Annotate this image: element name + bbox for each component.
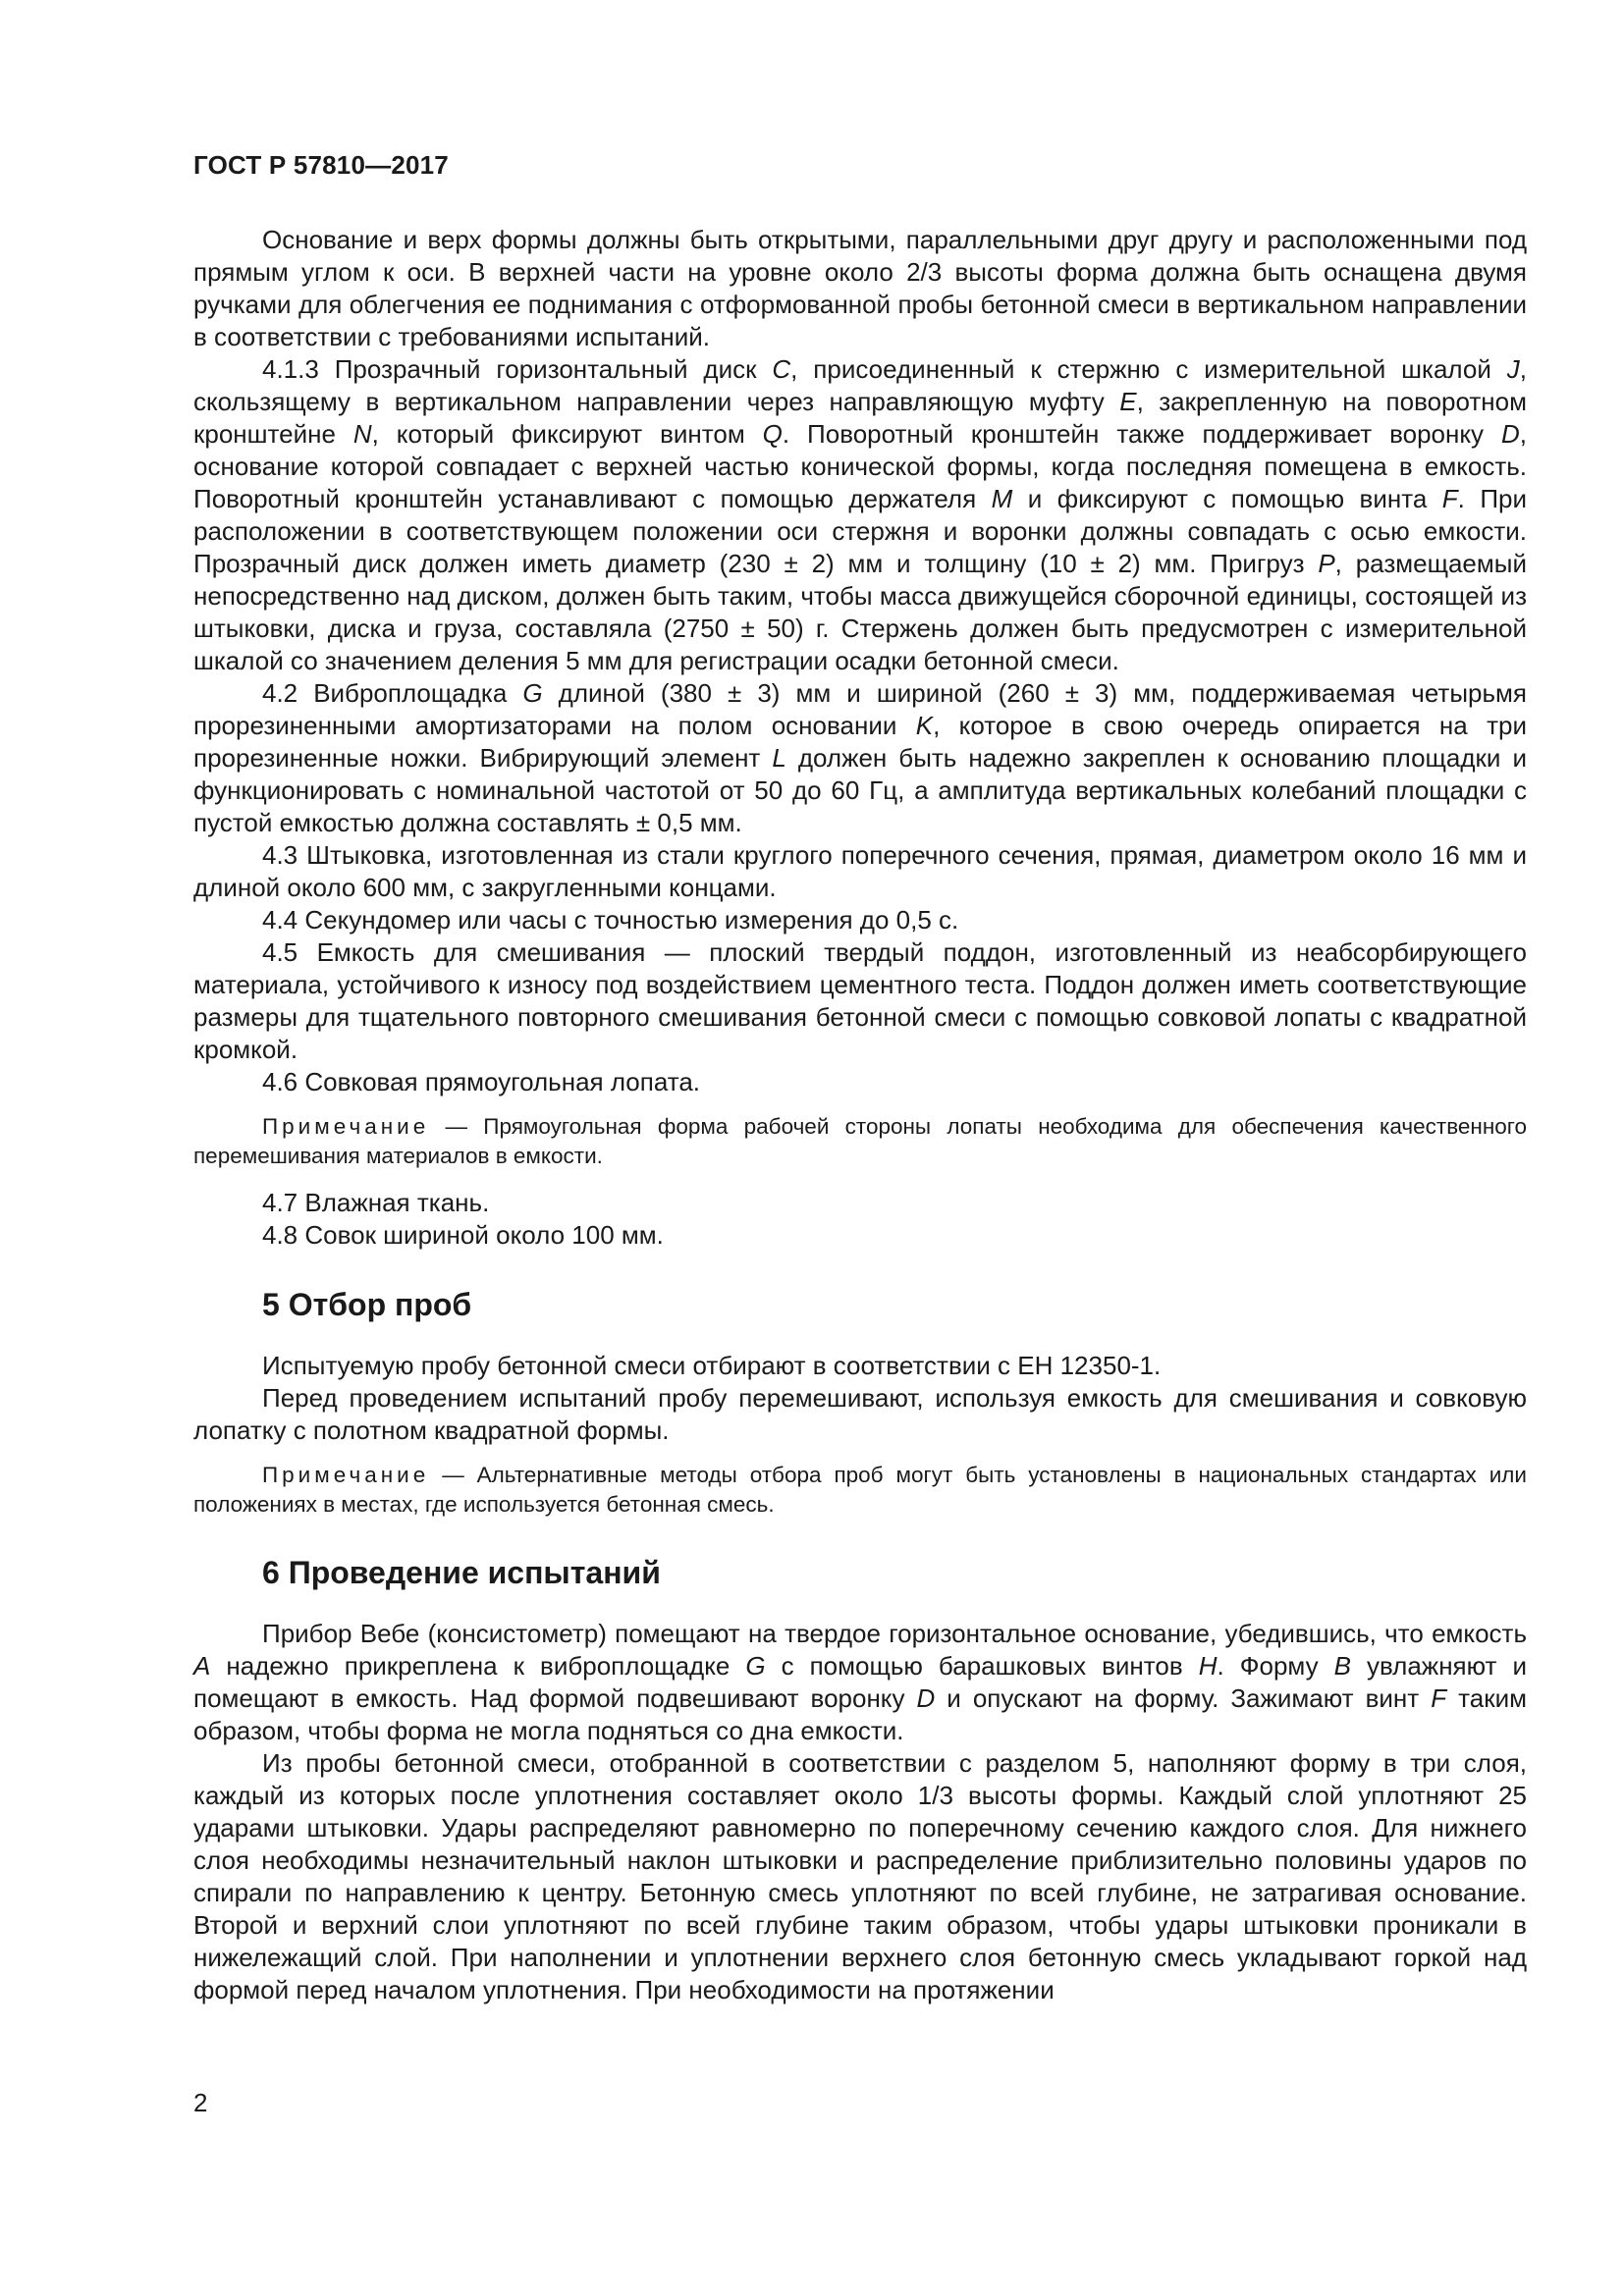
paragraph-4-2: 4.2 Виброплощадка G длиной (380 ± 3) мм и шириной (260 ± 3) мм, поддерживаемая четырьмя прорезиненными амортизаторами на полом основании K, которое в свою очередь опирается на три прорезиненные ножки. Вибрирующий элемент L должен быть надежно закреплен к основанию площадки и функционировать с номинальной частотой от 50 до 60 Гц, а амплитуда вертикальных колебаний площадки с пустой емкостью должна составлять ± 0,5 мм. xyxy=(193,678,1527,837)
paragraph-6-filling: Из пробы бетонной смеси, отобранной в соответствии с разделом 5, наполняют форму в три слоя, каждый из которых после уплотнения составляет около 1/3 высоты формы. Каждый слой уплотняют 25 ударами штыковки. Удары распределяют равномерно по поперечному сечению каждого слоя. Для нижнего слоя необходимы незначительный наклон штыковки и распределение приблизительно половины ударов по спирали по направлению к центру. Бетонную смесь уплотняют по всей глубине, не затрагивая основание. Второй и верхний слои уплотняют по всей глубине таким образом, чтобы удары штыковки проникали в нижележащий слой. При наполнении и уплотнении верхнего слоя бетонную смесь укладывают горкой над формой перед началом уплотнения. При необходимости на протяжении xyxy=(193,1748,1527,2004)
paragraph-5-mixing: Перед проведением испытаний пробу перемешивают, используя емкость для смешивания и совковую лопатку с полотном квадратной формы. xyxy=(193,1383,1527,1445)
paragraph-5-sampling: Испытуемую пробу бетонной смеси отбирают в соответствии с ЕН 12350-1. xyxy=(262,1351,1162,1380)
paragraph-6-setup: Прибор Вебе (консистометр) помещают на твердое горизонтальное основание, убедившись, что емкость A надежно прикреплена к виброплощадке G с помощью барашковых винтов H. Форму B увлажняют и помещают в емкость. Над формой подвешивают воронку D и опускают на форму. Зажимают винт F таким образом, чтобы форма не могла подняться со дна емкости. xyxy=(193,1619,1527,1745)
paragraph-form-base: Основание и верх формы должны быть открытыми, параллельными друг другу и расположенными под прямым углом к оси. В верхней части на уровне около 2/3 высоты форма должна быть оснащена двумя ручками для облегчения ее поднимания с отформованной пробы бетонной смеси в вертикальном направлении в соответствии с требованиями испытаний. xyxy=(193,225,1527,351)
page-number: 2 xyxy=(193,2088,208,2117)
paragraph-4-8: 4.8 Совок шириной около 100 мм. xyxy=(262,1220,664,1250)
paragraph-4-4: 4.4 Секундомер или часы с точностью измерения до 0,5 с. xyxy=(262,905,959,934)
note-sampling-methods: Примечание — Альтернативные методы отбора проб могут быть установлены в национальных стандартах или положениях в местах, где используется бетонная смесь. xyxy=(193,1463,1527,1517)
document-header: ГОСТ Р 57810—2017 xyxy=(193,150,449,180)
paragraph-4-1-3: 4.1.3 Прозрачный горизонтальный диск C, присоединенный к стержню с измерительной шкалой J, скользящему в вертикальном направлении через направляющую муфту E, закрепленную на поворотном кронштейне N, который фиксируют винтом Q. Поворотный кронштейн также поддерживает воронку D, основание которой совпадает с верхней частью конической формы, когда последняя помещена в емкость. Поворотный кронштейн устанавливают с помощью держателя M и фиксируют с помощью винта F. При расположении в соответствующем положении оси стержня и воронки должны совпадать с осью емкости. Прозрачный диск должен иметь диаметр (230 ± 2) мм и толщину (10 ± 2) мм. Пригруз P, размещаемый непосредственно над диском, должен быть таким, чтобы масса движущейся сборочной единицы, состоящей из штыковки, диска и груза, составляла (2750 ± 50) г. Стержень должен быть предусмотрен с измерительной шкалой со значением деления 5 мм для регистрации осадки бетонной смеси. xyxy=(193,354,1528,675)
note-shovel: Примечание — Прямоугольная форма рабочей стороны лопаты необходима для обеспечения качественного перемешивания материалов в емкости. xyxy=(193,1114,1527,1168)
document-body xyxy=(193,224,1527,2006)
paragraph-4-7: 4.7 Влажная ткань. xyxy=(262,1188,490,1217)
paragraph-4-6: 4.6 Совковая прямоугольная лопата. xyxy=(262,1067,701,1096)
paragraph-4-5: 4.5 Емкость для смешивания — плоский твердый поддон, изготовленный из неабсорбирующего материала, устойчивого к износу под воздействием цементного теста. Поддон должен иметь соответствующие размеры для тщательного повторного смешивания бетонной смеси с помощью совковой лопаты с квадратной кромкой. xyxy=(193,937,1527,1064)
section-6-title: 6 Проведение испытаний xyxy=(262,1555,661,1590)
section-5-title: 5 Отбор проб xyxy=(262,1287,472,1322)
paragraph-4-3: 4.3 Штыковка, изготовленная из стали круглого поперечного сечения, прямая, диаметром около 16 мм и длиной около 600 мм, с закругленными концами. xyxy=(193,840,1527,902)
